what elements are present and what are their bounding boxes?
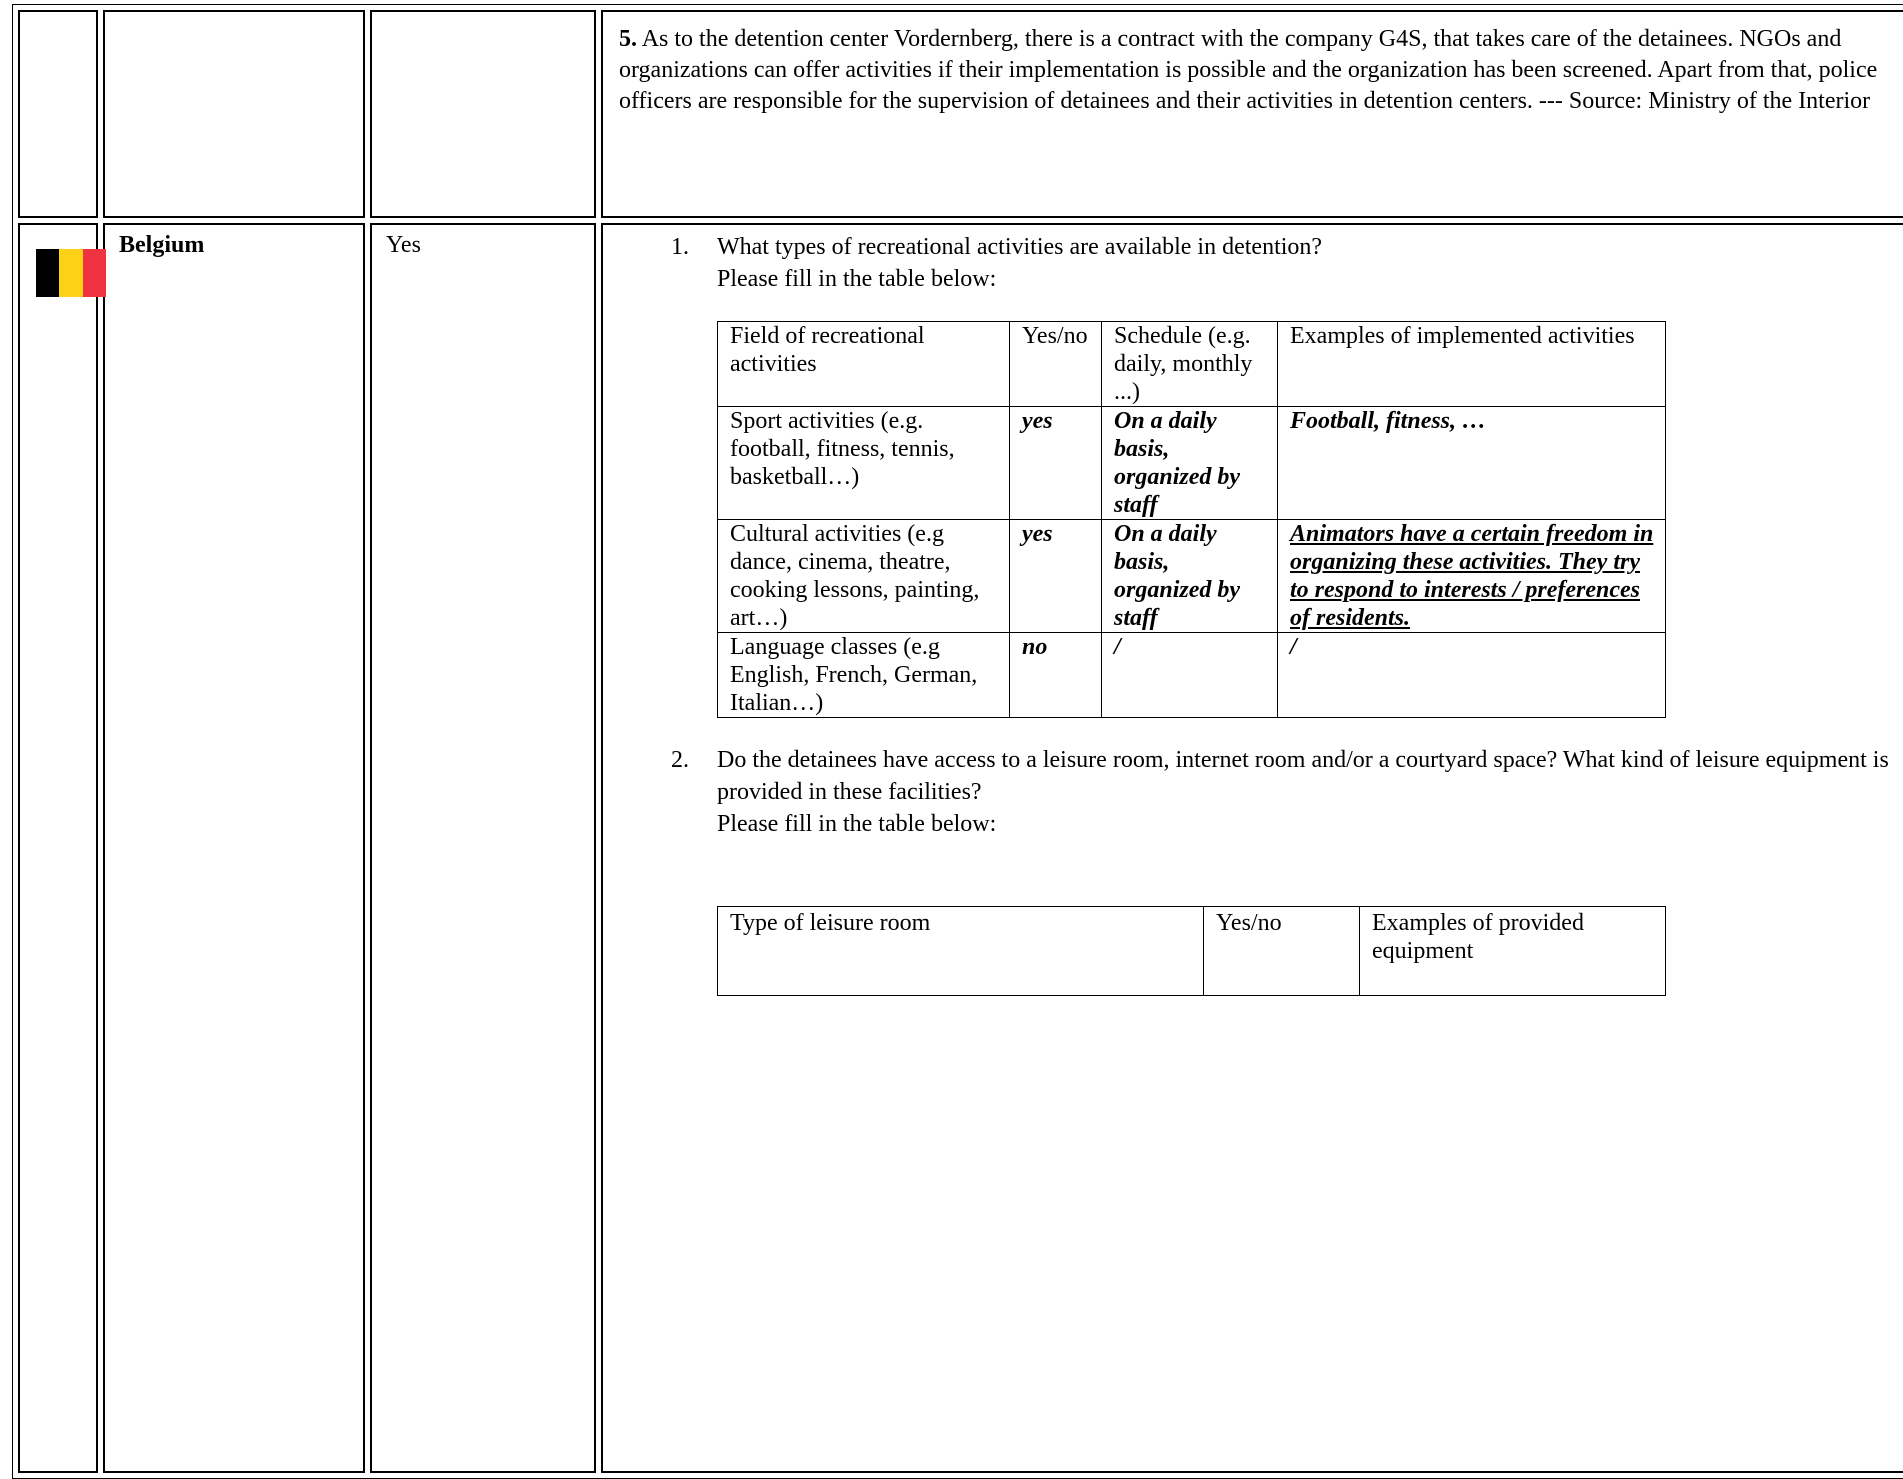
question-text: What types of recreational activities are available in detention? <box>717 234 1323 260</box>
table-header: Examples of provided equipment <box>1360 907 1666 996</box>
questions-block <box>603 225 1903 1471</box>
details-cell <box>601 10 1903 218</box>
table-row <box>18 10 1903 218</box>
table-cell: no <box>1010 633 1102 718</box>
table-cell: yes <box>1010 520 1102 633</box>
question-2 <box>603 744 1903 840</box>
paragraph-5 <box>603 12 1903 216</box>
table-cell: Cultural activities (e.g dance, cinema, theatre, cooking lessons, painting, art…) <box>718 520 1010 633</box>
country-table <box>12 4 1903 1479</box>
table-header: Yes/no <box>1010 322 1102 407</box>
answer-value: Yes <box>386 232 421 258</box>
table-row <box>18 223 1903 1473</box>
table-cell: On a daily basis, organized by staff <box>1102 520 1278 633</box>
table-cell: Sport activities (e.g. football, fitness, tennis, basketball…) <box>718 407 1010 520</box>
question-instruction: Please fill in the table below: <box>717 266 997 292</box>
table-header: Type of leisure room <box>718 907 1204 996</box>
table-cell: yes <box>1010 407 1102 520</box>
question-number: 1. <box>671 234 689 260</box>
table-header: Field of recreational activities <box>718 322 1010 407</box>
table-cell: / <box>1102 633 1278 718</box>
country-name: Belgium <box>119 232 205 258</box>
flag-cell <box>18 223 98 1473</box>
table-cell: / <box>1278 633 1666 718</box>
question-1 <box>603 231 1903 295</box>
table-cell: Football, fitness, … <box>1278 407 1666 520</box>
question-instruction: Please fill in the table below: <box>717 811 997 837</box>
paragraph-number: 5. <box>619 26 637 52</box>
country-cell <box>103 10 365 218</box>
question-number: 2. <box>671 747 689 773</box>
flag-cell <box>18 10 98 218</box>
table-row <box>718 407 1666 520</box>
table-header: Examples of implemented activities <box>1278 322 1666 407</box>
table-header: Schedule (e.g. daily, monthly ...) <box>1102 322 1278 407</box>
table-cell: On a daily basis, organized by staff <box>1102 407 1278 520</box>
table-row <box>718 520 1666 633</box>
country-cell <box>103 223 365 1473</box>
recreational-activities-table <box>717 321 1666 718</box>
details-cell <box>601 223 1903 1473</box>
paragraph-text: As to the detention center Vordernberg, there is a contract with the company G4S, that takes care of the detainees. NGOs and organizations can offer activities if their implementation is possible and the organization has been screened. Apart from that, police officers are responsible for the supervision of detainees and their activities in detention centers. --- Source: Ministry of the Interior <box>619 26 1878 114</box>
answer-cell <box>370 223 596 1473</box>
answer-cell <box>370 10 596 218</box>
belgium-flag-icon <box>36 249 106 297</box>
table-header: Yes/no <box>1204 907 1360 996</box>
question-text: Do the detainees have access to a leisure room, internet room and/or a courtyard space? What kind of leisure equipment is provided in these facilities? <box>717 747 1889 805</box>
table-row <box>718 633 1666 718</box>
leisure-room-table <box>717 906 1666 996</box>
table-header-row <box>718 322 1666 407</box>
table-cell: Animators have a certain freedom in organizing these activities. They try to respond to interests / preferences of residents. <box>1278 520 1666 633</box>
table-header-row <box>718 907 1666 996</box>
table-cell: Language classes (e.g English, French, German, Italian…) <box>718 633 1010 718</box>
